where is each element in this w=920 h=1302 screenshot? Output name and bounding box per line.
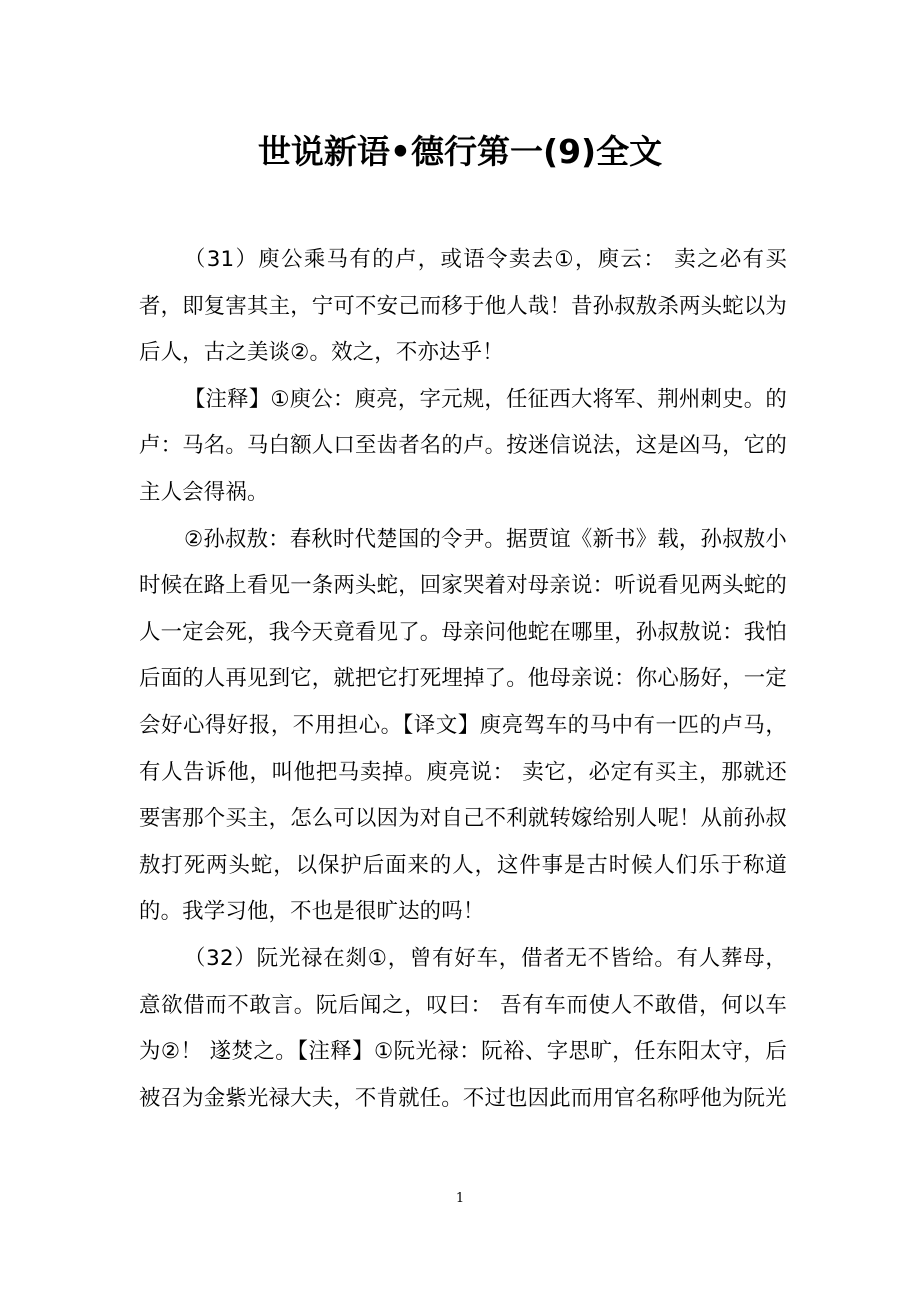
paragraph-32: （32）阮光禄在剡①，曾有好车，借者无不皆给。有人葬母，意欲借而不敢言。阮后闻之，叹曰： 吾有车而使人不敢借，何以车为②！ 遂焚之。【注释】①阮光禄：阮裕、字思旷，任东阳太守，后被召为金紫光禄大夫，不肯就任。不过也因此而用官名称呼他为阮光 [139, 945, 787, 1111]
document-title: 世说新语•德行第一(9)全文 [257, 132, 663, 171]
page-number: 1 [455, 1191, 465, 1206]
document-body [139, 237, 787, 1122]
paragraph-31-notes: 【注释】①庾公：庾亮，字元规，任征西大将军、荆州刺史。的卢：马名。马白额人口至齿者名的卢。按迷信说法，这是凶马，它的主人会得祸。 [139, 386, 787, 505]
paragraph-31-translation: ②孙叔敖：春秋时代楚国的令尹。据贾谊《新书》载，孙叔敖小时候在路上看见一条两头蛇，回家哭着对母亲说：听说看见两头蛇的人一定会死，我今天竟看见了。母亲问他蛇在哪里，孙叔敖说：我怕后面的人再见到它，就把它打死埋掉了。他母亲说：你心肠好，一定会好心得好报，不用担心。【译文】庾亮驾车的马中有一匹的卢马，有人告诉他，叫他把马卖掉。庾亮说： 卖它，必定有买主，那就还要害那个买主，怎么可以因为对自己不利就转嫁给别人呢！从前孙叔敖打死两头蛇，以保护后面来的人，这件事是古时候人们乐于称道的。我学习他，不也是很旷达的吗！ [139, 526, 787, 925]
paragraph-31: （31）庾公乘马有的卢，或语令卖去①，庾云： 卖之必有买者，即复害其主，宁可不安己而移于他人哉！昔孙叔敖杀两头蛇以为后人，古之美谈②。效之，不亦达乎！ [139, 247, 787, 366]
